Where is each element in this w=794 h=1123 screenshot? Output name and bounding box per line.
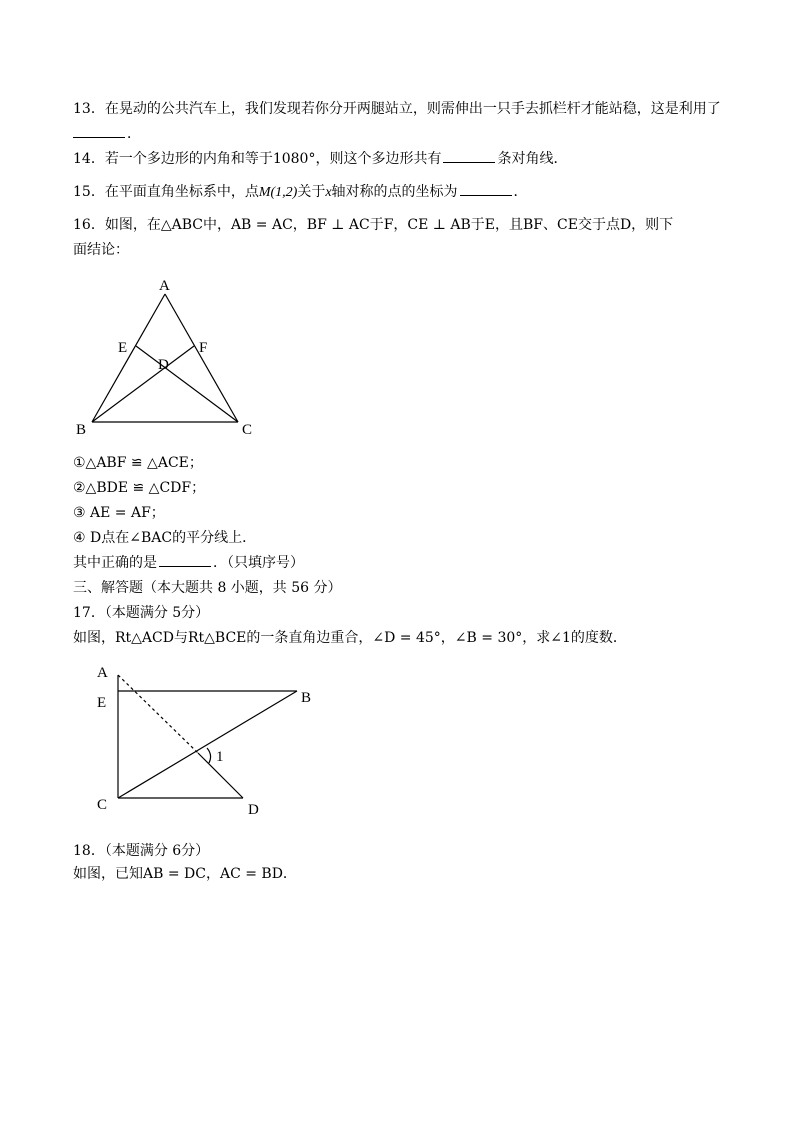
q16-conclusion-4: ④ D点在∠BAC的平分线上． [73,530,257,546]
q13-line1: 13．在晃动的公共汽车上，我们发现若你分开两腿站立，则需伸出一只手去抓栏杆才能站稳，这是利用了 [73,101,721,117]
q14-line [73,149,567,169]
q17-label-E: E [97,695,107,711]
q16-label-D: D [158,357,169,373]
q17-angle-arc [207,748,211,763]
q15-answer-blank[interactable] [460,182,512,196]
q17-side-CB [118,691,297,798]
q18-text: 如图，已知AB = DC，AC = BD． [73,866,297,882]
q15-point: M(1,2) [258,185,298,200]
q14-prefix: 14．若一个多边形的内角和等于1080°，则这个多边形共有 [73,151,442,167]
q17-triangle-figure [90,660,330,820]
q15-suffix: ． [513,184,528,200]
q16-label-C: C [242,422,253,438]
q16-label-A: A [159,278,170,294]
q16-conclusion-2: ②△BDE ≌ △CDF； [73,480,206,496]
q16-answer-blank[interactable] [159,553,211,567]
q18-header: 18．（本题满分 6分） [73,843,210,859]
q15-after-axis: 轴对称的点的坐标为 [331,184,458,200]
q13-suffix: ． [127,126,141,142]
q14-suffix: 条对角线． [497,151,568,167]
q15-prefix: 15．在平面直角坐标系中，点 [73,184,259,200]
q15-line [73,182,528,203]
q16-side-AB [92,294,165,422]
q17-label-C: C [97,797,108,813]
q16-segment-CE [136,346,238,422]
q13-answer-blank[interactable] [73,124,125,138]
q16-triangle-figure [70,272,270,442]
q17-side-AD-dashed [118,675,198,753]
q15-mid: 关于 [297,184,326,200]
q13-line2 [73,124,141,144]
q16-conclusion-1: ①△ABF ≌ △ACE； [73,455,203,471]
q16-label-F: F [199,340,208,356]
q16-label-E: E [118,340,128,356]
section3-heading: 三、解答题（本大题共 8 小题，共 56 分） [73,580,342,596]
q17-label-angle-1: 1 [216,749,224,765]
q16-line2: 面结论： [73,242,129,258]
q16-answer-prefix: 其中正确的是 [73,555,157,571]
q16-conclusion-3: ③ AE = AF； [73,505,165,521]
q17-label-A: A [97,665,108,681]
q17-label-D: D [248,802,259,818]
q16-segment-BF [92,346,194,422]
q16-side-AC [165,294,238,422]
q16-line1: 16．如图，在△ABC中，AB = AC，BF ⊥ AC于F，CE ⊥ AB于E，且BF、CE交于点D，则下 [73,217,674,233]
q14-answer-blank[interactable] [443,149,495,163]
q16-answer-line [73,553,304,573]
q16-answer-suffix: ．（只填序号） [213,555,304,571]
q15-axis: x [325,185,332,200]
q17-label-B: B [301,690,312,706]
q17-header: 17．（本题满分 5分） [73,605,210,621]
q16-label-B: B [76,422,87,438]
q17-text: 如图，Rt△ACD与Rt△BCE的一条直角边重合，∠D = 45°，∠B = 30°，求∠1的度数． [73,630,627,646]
